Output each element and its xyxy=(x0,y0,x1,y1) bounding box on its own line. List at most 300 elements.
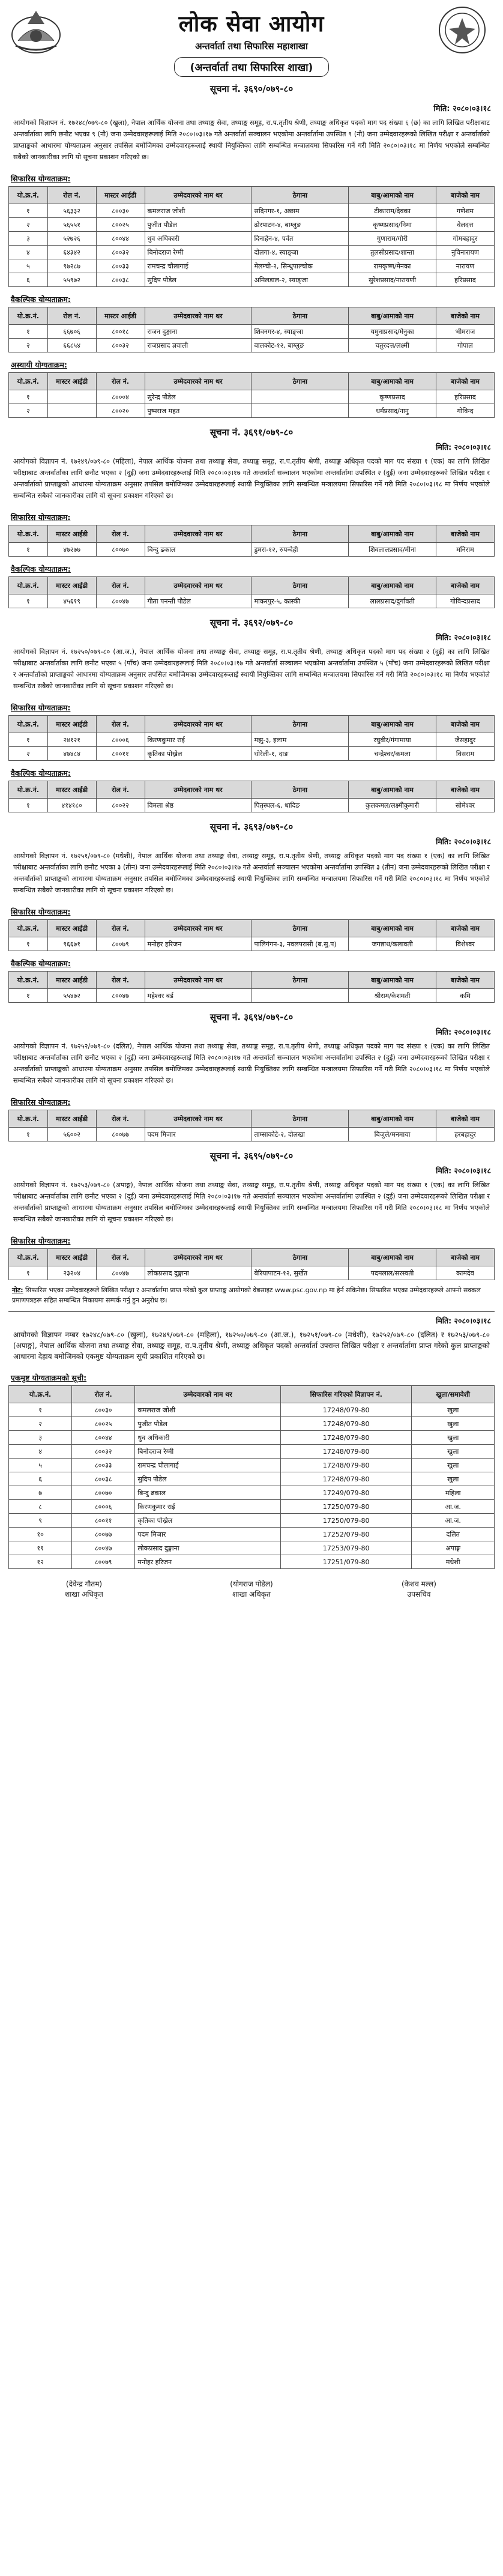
psc-seal-icon xyxy=(437,5,487,55)
table-cell: खुला xyxy=(412,1472,495,1486)
table-row xyxy=(9,1500,495,1514)
signer-title: शाखा अधिकृत xyxy=(65,1590,103,1598)
notice-header xyxy=(0,0,503,99)
table-cell: सुरेन्द्र पौडेल xyxy=(145,390,252,404)
asthayi-table xyxy=(8,372,495,418)
column-header: बाजेको नाम xyxy=(436,373,494,390)
table-cell: ५२७२६ xyxy=(47,232,96,246)
section-heading: वैकल्पिक योग्यताक्रम: xyxy=(11,295,71,304)
table-header-row xyxy=(9,373,495,390)
table-cell: ८००७० xyxy=(72,1486,135,1500)
sifaris-table xyxy=(8,1110,495,1141)
table-cell: ८००७७ xyxy=(72,1528,135,1541)
table-cell: ८००७० xyxy=(96,543,145,557)
notice-number: सूचना नं. ३६९१/०७९-८० xyxy=(209,427,294,438)
table-cell: ८०००४ xyxy=(96,390,145,404)
table-cell: ९ xyxy=(9,1514,72,1528)
column-header: उम्मेदवारको नाम थर xyxy=(145,1249,252,1266)
column-header: रोल नं. xyxy=(96,1110,145,1128)
table-cell: खुला xyxy=(412,1445,495,1459)
column-header: बाबु/आमाको नाम xyxy=(349,972,436,989)
column-header: उम्मेदवारको नाम थर xyxy=(145,716,252,733)
column-header: रोल नं. xyxy=(47,187,96,204)
table-row xyxy=(9,1403,495,1417)
table-row xyxy=(9,1486,495,1500)
table-cell: विमला श्रेष्ठ xyxy=(145,799,252,812)
table-cell: ८००३२ xyxy=(72,1445,135,1459)
table-header-row xyxy=(9,972,495,989)
section-name: (अन्तर्वार्ता तथा सिफारिस शाखा) xyxy=(174,57,330,77)
table-cell xyxy=(252,390,349,404)
table-cell: २ xyxy=(9,404,48,418)
column-header: बाबु/आमाको नाम xyxy=(349,307,436,325)
table-cell: गोमबहादुर xyxy=(436,232,494,246)
table-cell: २ xyxy=(9,339,48,352)
signer-name: (योगराज पोडेल) xyxy=(230,1580,273,1588)
baikalpik-table xyxy=(8,576,495,608)
final-paragraph: आयोगको विज्ञापन नम्बर १७२४८/०७९-८० (खुला), १७२४९/०७९-८० (महिला), १७२५०/०७९-८० (आ.ज.), १७२५१/०७९-८० (मधेशी), १७२५२/०७९-८० (दलित) र १७२५३/०७९-८० (अपाङ्ग), नेपाल आर्थिक योजना तथा तथ्याङ्क सेवा, तथ्याङ्क समूह, रा.प.तृतीय श्रेणी, तथ्याङ्क अधिकृत पदको अन्तर्वार्ता उपरान्त लिखित परीक्षा र अन्तर्वार्तामा प्राप्त गरेको कुल प्राप्ताङ्कको आधारमा देहाय बमोजिमको एकमुष्ट योग्यताक्रम सूची प्रकाशित गरिएको छ। xyxy=(13,1331,490,1361)
table-cell: लोकप्रसाद दुङ्गाना xyxy=(135,1541,281,1555)
signatures xyxy=(0,1569,503,1599)
column-header: बाजेको नाम xyxy=(436,1249,494,1266)
column-header: बाबु/आमाको नाम xyxy=(349,920,436,937)
table-row xyxy=(9,259,495,273)
table-cell: ८००११ xyxy=(72,1514,135,1528)
table-header-row xyxy=(9,920,495,937)
column-header: बाजेको नाम xyxy=(436,307,494,325)
table-cell: गोपाल xyxy=(436,339,494,352)
table-cell: पदमलाल/सरस्वती xyxy=(349,1266,436,1280)
column-header: रोल नं. xyxy=(72,1386,135,1403)
table-cell: धोरेली-१, दाङ xyxy=(252,747,349,761)
nepal-emblem-icon xyxy=(10,6,62,55)
table-cell: ५ xyxy=(9,259,48,273)
column-header: रोल नं. xyxy=(96,972,145,989)
table-cell: सुदिप पौडेल xyxy=(135,1472,281,1486)
signature-block xyxy=(24,1579,144,1599)
table-cell: मेलम्ची-२, सिन्धुपाल्चोक xyxy=(252,259,349,273)
table-cell: नारायण xyxy=(436,259,494,273)
signer-title: शाखा अधिकृत xyxy=(232,1590,271,1598)
column-header: रोल नं. xyxy=(96,716,145,733)
table-row xyxy=(9,989,495,1003)
table-row xyxy=(9,218,495,232)
table-cell: ८०००६ xyxy=(72,1500,135,1514)
table-cell: ८ xyxy=(9,1500,72,1514)
table-cell: बिनोदराज रेग्मी xyxy=(135,1445,281,1459)
table-cell: १ xyxy=(9,594,48,608)
consolidated-list xyxy=(8,1365,495,1569)
table-cell: ८००२० xyxy=(96,404,145,418)
notice-date: मिति: २०८०।०३।१८ xyxy=(436,1027,491,1036)
table-cell: ४१४१८० xyxy=(47,799,96,812)
table-cell: ८००२५ xyxy=(72,1417,135,1431)
note-label: नोट: xyxy=(12,1286,23,1294)
column-header: ठेगाना xyxy=(252,307,349,325)
table-cell: बिन्दु ढकाल xyxy=(135,1486,281,1500)
table-cell: ६ xyxy=(9,273,48,287)
table-cell: खुला xyxy=(412,1403,495,1417)
table-cell: १ xyxy=(9,937,48,951)
table-cell: ४ xyxy=(9,1445,72,1459)
table-cell: टीकाराम/देवका xyxy=(349,204,436,218)
column-header: मास्टर आईडी xyxy=(47,373,96,390)
table-cell: १ xyxy=(9,989,48,1003)
table-row xyxy=(9,339,495,352)
column-header: बाजेको नाम xyxy=(436,920,494,937)
table-cell: रामचन्द्र चौलागाई xyxy=(145,259,252,273)
table-cell: शिवनगर-४, स्याङ्जा xyxy=(252,325,349,339)
column-header: ठेगाना xyxy=(252,920,349,937)
table-row xyxy=(9,1459,495,1472)
notice-4 xyxy=(8,847,495,1003)
organization-name: लोक सेवा आयोग xyxy=(178,11,325,37)
signer-name: (केशव मल्ल) xyxy=(402,1580,436,1588)
table-cell: दलित xyxy=(412,1528,495,1541)
table-cell: २ xyxy=(9,1417,72,1431)
table-cell xyxy=(47,404,96,418)
sifaris-table xyxy=(8,1248,495,1280)
table-cell: कमलराज जोशी xyxy=(145,204,252,218)
baikalpik-table xyxy=(8,971,495,1003)
column-header: बाबु/आमाको नाम xyxy=(349,373,436,390)
table-cell: महेश्वर बर्ड xyxy=(145,989,252,1003)
table-cell: ढोरपाटन-४, बाग्लुङ xyxy=(252,218,349,232)
table-cell: ८०००६ xyxy=(96,733,145,747)
column-header: बाबु/आमाको नाम xyxy=(349,1249,436,1266)
table-cell: चतुरदत्त/लक्ष्मी xyxy=(349,339,436,352)
column-header: उम्मेदवारको नाम थर xyxy=(145,525,252,543)
table-row xyxy=(9,543,495,557)
table-cell: ८००७९ xyxy=(72,1555,135,1569)
table-header-row xyxy=(9,577,495,594)
table-cell: ६४३४२ xyxy=(47,246,96,259)
column-header: बाबु/आमाको नाम xyxy=(349,525,436,543)
table-cell: 17248/079-80 xyxy=(281,1403,412,1417)
table-cell: ८००४७ xyxy=(72,1541,135,1555)
column-header: बाजेको नाम xyxy=(436,716,494,733)
column-header: ठेगाना xyxy=(252,972,349,989)
column-header: बाबु/आमाको नाम xyxy=(349,1110,436,1128)
column-header: रोल नं. xyxy=(96,577,145,594)
table-cell: कामदेव xyxy=(436,1266,494,1280)
table-cell: महिला xyxy=(412,1486,495,1500)
table-cell: अपाङ्ग xyxy=(412,1541,495,1555)
section-heading: सिफारिस योग्यताक्रम: xyxy=(11,174,71,183)
column-header: मास्टर आईडी xyxy=(96,307,145,325)
table-row xyxy=(9,404,495,418)
table-cell: पुष्पराज महत xyxy=(145,404,252,418)
table-cell xyxy=(252,404,349,418)
table-cell: ८००१८ xyxy=(96,325,145,339)
table-header-row xyxy=(9,525,495,543)
column-header: रोल नं. xyxy=(96,373,145,390)
column-header: बाबु/आमाको नाम xyxy=(349,577,436,594)
notice-date: मिति: २०८०।०३।१८ xyxy=(436,1166,491,1175)
table-cell: रघुवीर/गंगामाया xyxy=(349,733,436,747)
notice-paragraph: आयोगको विज्ञापन नं. १७२५२/०७९-८० (दलित), नेपाल आर्थिक योजना तथा तथ्याङ्क सेवा, तथ्याङ्क समूह, रा.प.तृतीय श्रेणी, तथ्याङ्क अधिकृत पदको माग पद संख्या १ (एक) का लागि लिखित परीक्षाबाट अन्तर्वार्ताका लागि छनौट भएका २ (दुई) जना उम्मेदवारहरूलाई मिति २०८०।०३।१७ गते अन्तर्वार्ता सञ्चालन भएकोमा अन्तर्वार्तामा उपस्थित २ (दुई) जना उम्मेदवारहरूको लिखित परीक्षा र अन्तर्वार्ताको प्राप्ताङ्कको आधारमा योग्यताक्रम अनुसार तपसिल बमोजिमका उम्मेदवारहरूलाई स्थायी नियुक्तिका लागि सम्बन्धित मन्त्रालयमा सिफारिस गर्ने गरी मिति २०८०।०३।१८ मा निर्णय भएकोले सम्बन्धित सबैको जानकारीका लागि यो सूचना प्रकाशन गरिएको छ। xyxy=(13,1042,490,1084)
table-cell: लोकप्रसाद दुङ्गाना xyxy=(145,1266,252,1280)
table-cell: पुजीत पौडेल xyxy=(145,218,252,232)
table-cell: विसराम xyxy=(436,747,494,761)
notice-date: मिति: २०८०।०३।१८ xyxy=(436,837,491,846)
table-row xyxy=(9,325,495,339)
notice-number: सूचना नं. ३६९०/०७९-८० xyxy=(209,83,294,94)
column-header: यो.क्र.नं. xyxy=(9,307,48,325)
notice-number: सूचना नं. ३६९३/०७९-८० xyxy=(209,821,294,832)
table-cell: ५ xyxy=(9,1459,72,1472)
table-cell: ११ xyxy=(9,1541,72,1555)
table-cell: ५६३३२ xyxy=(47,204,96,218)
column-header: रोल नं. xyxy=(96,781,145,799)
notice-5 xyxy=(8,1037,495,1141)
table-cell: ७ xyxy=(9,1486,72,1500)
table-cell: कमलराज जोशी xyxy=(135,1403,281,1417)
table-cell: श्रीराम/केशमती xyxy=(349,989,436,1003)
section-heading: वैकल्पिक योग्यताक्रम: xyxy=(11,564,71,573)
column-header: मास्टर आईडी xyxy=(47,1249,96,1266)
table-cell: 17252/079-80 xyxy=(281,1528,412,1541)
table-cell: जैसहादुर xyxy=(436,733,494,747)
table-row xyxy=(9,594,495,608)
table-cell: पदम मिजार xyxy=(135,1528,281,1541)
column-header: सिफारिस गरिएको विज्ञापन नं. xyxy=(281,1386,412,1403)
table-cell: ८००३८ xyxy=(96,273,145,287)
table-cell: सोमेश्वर xyxy=(436,799,494,812)
column-header: उम्मेदवारको नाम थर xyxy=(145,781,252,799)
column-header: उम्मेदवारको नाम थर xyxy=(145,187,252,204)
column-header: यो.क्र.नं. xyxy=(9,972,48,989)
notice-paragraph: आयोगको विज्ञापन नं. १७२४८/०७९-८० (खुला), नेपाल आर्थिक योजना तथा तथ्याङ्क सेवा, तथ्याङ्क समूह, रा.प.तृतीय श्रेणी, तथ्याङ्क अधिकृत पदको माग पद संख्या ६ (छ) का लागि लिखित परीक्षाबाट अन्तर्वार्ताका लागि छनौट भएका ९ (नौ) जना उम्मेदवारहरूलाई मिति २०८०।०३।१७ गते अन्तर्वार्ता सञ्चालन भएकोमा अन्तर्वार्तामा उपस्थित ९ (नौ) जना उम्मेदवारहरूको लिखित परीक्षा र अन्तर्वार्ताको प्राप्ताङ्कको आधारमा योग्यताक्रम अनुसार तपसिल बमोजिमका उम्मेदवारहरूलाई स्थायी नियुक्तिका लागि सम्बन्धित मन्त्रालयमा सिफारिस गर्ने गरी मिति २०८०।०३।१८ मा निर्णय भएकोले सम्बन्धित सबैको जानकारीका लागि यो सूचना प्रकाशन गरिएको छ। xyxy=(13,119,490,161)
table-cell: ९७२८७ xyxy=(47,259,96,273)
signer-name: (देवेन्द्र गौतम) xyxy=(65,1580,103,1588)
column-header: ठेगाना xyxy=(252,577,349,594)
table-cell: कृष्णप्रसाद xyxy=(349,390,436,404)
column-header: यो.क्र.नं. xyxy=(9,781,48,799)
section-heading: वैकल्पिक योग्यताक्रम: xyxy=(11,959,71,968)
table-cell: तुलसीप्रसाद/शान्ता xyxy=(349,246,436,259)
column-header: उम्मेदवारको नाम थर xyxy=(145,920,252,937)
notice-2 xyxy=(8,452,495,608)
signature-block xyxy=(359,1579,479,1599)
column-header: ठेगाना xyxy=(252,373,349,390)
table-cell: १ xyxy=(9,1128,48,1141)
table-cell: १० xyxy=(9,1528,72,1541)
column-header: रोल नं. xyxy=(47,307,96,325)
notice-date: मिति: २०८०।०३।१८ xyxy=(436,443,491,452)
table-header-row xyxy=(9,716,495,733)
table-cell: पितृस्थल-६, धादिङ xyxy=(252,799,349,812)
column-header: बाजेको नाम xyxy=(436,781,494,799)
table-cell: ८००७९ xyxy=(96,937,145,951)
column-header: मास्टर आईडी xyxy=(47,716,96,733)
column-header: बाबु/आमाको नाम xyxy=(349,187,436,204)
sifaris-table xyxy=(8,186,495,287)
table-cell: ४७४८४ xyxy=(47,747,96,761)
table-cell: हरबहादुर xyxy=(436,1128,494,1141)
table-cell: बेरियापाटन-१२, सुर्खेत xyxy=(252,1266,349,1280)
table-cell: ८००२५ xyxy=(96,218,145,232)
notice-1 xyxy=(8,113,495,418)
table-cell: आ.ज. xyxy=(412,1500,495,1514)
table-cell: माकरपुर-५, कास्की xyxy=(252,594,349,608)
final-date: मिति: २०८०।०३।१८ xyxy=(436,1316,491,1325)
notice-number: सूचना नं. ३६९५/०७९-८० xyxy=(209,1150,294,1161)
column-header: बाजेको नाम xyxy=(436,972,494,989)
table-row xyxy=(9,1555,495,1569)
consolidated-table xyxy=(8,1385,495,1569)
column-header: बाजेको नाम xyxy=(436,577,494,594)
column-header: उम्मेदवारको नाम थर xyxy=(135,1386,281,1403)
table-row xyxy=(9,1266,495,1280)
table-cell: १ xyxy=(9,543,48,557)
table-row xyxy=(9,273,495,287)
table-cell: २३२०४ xyxy=(47,1266,96,1280)
table-cell: डुमरा-१२, रुपन्देही xyxy=(252,543,349,557)
section-heading: सिफारिस योग्यताक्रम: xyxy=(11,513,71,522)
table-cell: बिजुले/मनमाया xyxy=(349,1128,436,1141)
table-cell: २ xyxy=(9,218,48,232)
section-heading: एकमुष्ट योग्यताक्रमको सूची: xyxy=(11,1373,87,1382)
column-header: रोल नं. xyxy=(96,920,145,937)
notice-number: सूचना नं. ३६९४/०७९-८० xyxy=(209,1012,294,1023)
table-cell: सुरेशप्रसाद/नारायणी xyxy=(349,273,436,287)
table-cell: ५६५५१ xyxy=(47,218,96,232)
table-cell: १ xyxy=(9,325,48,339)
table-cell: आ.ज. xyxy=(412,1514,495,1528)
table-cell: 17248/079-80 xyxy=(281,1417,412,1431)
table-cell: गुणाराम/गोरी xyxy=(349,232,436,246)
table-row xyxy=(9,1514,495,1528)
table-cell: ८००३० xyxy=(96,204,145,218)
notice-paragraph: आयोगको विज्ञापन नं. १७२५३/०७९-८० (अपाङ्ग), नेपाल आर्थिक योजना तथा तथ्याङ्क सेवा, तथ्याङ्क समूह, रा.प.तृतीय श्रेणी, तथ्याङ्क अधिकृत पदको माग पद संख्या १ (एक) का लागि लिखित परीक्षाबाट अन्तर्वार्ताका लागि छनौट भएका २ (दुई) जना उम्मेदवारहरूलाई मिति २०८०।०३।१७ गते अन्तर्वार्ता सञ्चालन भएकोमा अन्तर्वार्तामा उपस्थित २ (दुई) जना उम्मेदवारहरूको लिखित परीक्षा र अन्तर्वार्ताको प्राप्ताङ्कको आधारमा योग्यताक्रम अनुसार तपसिल बमोजिमका उम्मेदवारहरूलाई स्थायी नियुक्तिका लागि सम्बन्धित मन्त्रालयमा सिफारिस गर्ने गरी मिति २०८०।०३।१८ मा निर्णय भएकोले सम्बन्धित सबैको जानकारीका लागि यो सूचना प्रकाशन गरिएको छ। xyxy=(13,1181,490,1223)
table-row xyxy=(9,246,495,259)
table-cell: १ xyxy=(9,1266,48,1280)
column-header: मास्टर आईडी xyxy=(47,920,96,937)
table-header-row xyxy=(9,1386,495,1403)
table-cell: ५६००२ xyxy=(47,1128,96,1141)
table-cell: ५५९७२ xyxy=(47,273,96,287)
table-cell: दोलगा-४, स्याङ्जा xyxy=(252,246,349,259)
table-cell: 17248/079-80 xyxy=(281,1445,412,1459)
table-row xyxy=(9,1445,495,1459)
column-header: बाबु/आमाको नाम xyxy=(349,716,436,733)
column-header: मास्टर आईडी xyxy=(47,577,96,594)
table-row xyxy=(9,1128,495,1141)
table-cell: दिनाहेन-४, पर्वत xyxy=(252,232,349,246)
table-cell: मनिराम xyxy=(436,543,494,557)
column-header: ठेगाना xyxy=(252,716,349,733)
column-header: ठेगाना xyxy=(252,1110,349,1128)
table-header-row xyxy=(9,1249,495,1266)
table-header-row xyxy=(9,781,495,799)
table-cell: बिनोदराज रेग्मी xyxy=(145,246,252,259)
note-text: सिफारिस भएका उम्मेदवारहरूले लिखित परीक्षा र अन्तर्वार्तामा प्राप्त गरेको कुल प्राप्ताङ्क आयोगको वेबसाइट www.psc.gov.np मा हेर्न सकिनेछ। सिफारिस भएका उम्मेदवारहरूले आफ्नो सक्कल प्रमाणपत्रहरू सहित सम्बन्धित निकायमा सम्पर्क गर्नु हुन अनुरोध छ। xyxy=(12,1286,481,1304)
table-cell: कमि xyxy=(436,989,494,1003)
table-cell: ताम्साकोटे-२, दोलखा xyxy=(252,1128,349,1141)
table-cell: ३ xyxy=(9,232,48,246)
column-header: ठेगाना xyxy=(252,1249,349,1266)
table-row xyxy=(9,204,495,218)
table-cell: राजन दुङ्गाना xyxy=(145,325,252,339)
table-cell: 17251/079-80 xyxy=(281,1555,412,1569)
column-header: ठेगाना xyxy=(252,187,349,204)
table-cell: ४५६१९ xyxy=(47,594,96,608)
column-header: यो.क्र.नं. xyxy=(9,1110,48,1128)
column-header: रोल नं. xyxy=(96,525,145,543)
table-row xyxy=(9,747,495,761)
table-cell: गोविन्द xyxy=(436,404,494,418)
table-cell: ८००४७ xyxy=(96,989,145,1003)
column-header: उम्मेदवारको नाम थर xyxy=(145,307,252,325)
table-row xyxy=(9,1541,495,1555)
column-header: उम्मेदवारको नाम थर xyxy=(145,1110,252,1128)
divider xyxy=(8,1311,495,1312)
table-cell: ८००४४ xyxy=(72,1431,135,1445)
column-header: उम्मेदवारको नाम थर xyxy=(145,972,252,989)
table-cell: पदम मिजार xyxy=(145,1128,252,1141)
table-header-row xyxy=(9,1110,495,1128)
table-cell: यमुनाप्रसाद/मेनुका xyxy=(349,325,436,339)
table-header-row xyxy=(9,187,495,204)
notice-date: मिति: २०८०।०३।१८ xyxy=(433,104,491,113)
table-cell: 17253/079-80 xyxy=(281,1541,412,1555)
table-row xyxy=(9,232,495,246)
section-heading: सिफारिस योग्यताक्रम: xyxy=(11,1098,71,1107)
table-cell xyxy=(47,390,96,404)
sifaris-table xyxy=(8,525,495,557)
table-cell: ८००३० xyxy=(72,1403,135,1417)
notice-paragraph: आयोगको विज्ञापन नं. १७२५१/०७९-८० (मधेशी), नेपाल आर्थिक योजना तथा तथ्याङ्क सेवा, तथ्याङ्क समूह, रा.प.तृतीय श्रेणी, तथ्याङ्क अधिकृत पदको माग पद संख्या १ (एक) का लागि लिखित परीक्षाबाट अन्तर्वार्ताका लागि छनौट भएका ३ (तीन) जना उम्मेदवारहरूलाई मिति २०८०।०३।१७ गते अन्तर्वार्ता सञ्चालन भएकोमा अन्तर्वार्तामा उपस्थित ३ (तीन) जना उम्मेदवारहरूको लिखित परीक्षा र अन्तर्वार्ताको प्राप्ताङ्कको आधारमा योग्यताक्रम अनुसार तपसिल बमोजिमका उम्मेदवारहरूलाई स्थायी नियुक्तिका लागि सम्बन्धित मन्त्रालयमा सिफारिस गर्ने गरी मिति २०८०।०३।१८ मा निर्णय भएकोले सम्बन्धित सबैको जानकारीका लागि यो सूचना प्रकाशन गरिएको छ। xyxy=(13,852,490,894)
table-header-row xyxy=(9,307,495,325)
notice-paragraph: आयोगको विज्ञापन नं. १७२५०/०७९-८० (आ.ज.), नेपाल आर्थिक योजना तथा तथ्याङ्क सेवा, तथ्याङ्क समूह, रा.प.तृतीय श्रेणी, तथ्याङ्क अधिकृत पदको माग पद संख्या २ (दुई) का लागि लिखित परीक्षाबाट अन्तर्वार्ताका लागि छनौट भएका ५ (पाँच) जना उम्मेदवारहरूलाई मिति २०८०।०३।१७ गते अन्तर्वार्ता सञ्चालन भएकोमा अन्तर्वार्तामा उपस्थित ५ (पाँच) जना उम्मेदवारहरूको लिखित परीक्षा र अन्तर्वार्ताको प्राप्ताङ्कको आधारमा योग्यताक्रम अनुसार तपसिल बमोजिमका उम्मेदवारहरूलाई स्थायी नियुक्तिका लागि सम्बन्धित मन्त्रालयमा सिफारिस गर्ने गरी मिति २०८०।०३।१८ मा निर्णय भएकोले सम्बन्धित सबैको जानकारीका लागि यो सूचना प्रकाशन गरिएको छ। xyxy=(13,648,490,690)
table-cell: १ xyxy=(9,390,48,404)
table-row xyxy=(9,390,495,404)
column-header: मास्टर आईडी xyxy=(47,1110,96,1128)
table-cell: १ xyxy=(9,799,48,812)
table-cell: मनोहर हरिजन xyxy=(145,937,252,951)
table-cell: मनोहर हरिजन xyxy=(135,1555,281,1569)
column-header: उम्मेदवारको नाम थर xyxy=(145,373,252,390)
table-cell: राजप्रसाद ज्ञवाली xyxy=(145,339,252,352)
table-cell: बालकोट-१२, बाग्लुङ xyxy=(252,339,349,352)
column-header: खुला/समावेशी xyxy=(412,1386,495,1403)
column-header: बाबु/आमाको नाम xyxy=(349,781,436,799)
table-cell: कृतिका पोख्रेल xyxy=(145,747,252,761)
column-header: उम्मेदवारको नाम थर xyxy=(145,577,252,594)
column-header: यो.क्र.नं. xyxy=(9,716,48,733)
table-cell: हरिप्रसाद xyxy=(436,390,494,404)
table-cell: गीता पनन्ती पौडेल xyxy=(145,594,252,608)
table-cell: ४ xyxy=(9,246,48,259)
table-cell: ५५४७२ xyxy=(47,989,96,1003)
table-cell: 17248/079-80 xyxy=(281,1459,412,1472)
table-cell: ८००७७ xyxy=(96,1128,145,1141)
table-cell: ८००३८ xyxy=(72,1472,135,1486)
column-header: रोल नं. xyxy=(96,1249,145,1266)
baikalpik-table xyxy=(8,781,495,812)
table-cell: 17248/079-80 xyxy=(281,1431,412,1445)
table-cell: विशेश्वर xyxy=(436,937,494,951)
table-cell: ८००४७ xyxy=(96,1266,145,1280)
table-cell: ८००२२ xyxy=(96,799,145,812)
table-cell: हरिप्रसाद xyxy=(436,273,494,287)
table-cell: वेलदत्त xyxy=(436,218,494,232)
table-row xyxy=(9,1472,495,1486)
table-cell: ८००३२ xyxy=(96,339,145,352)
table-row xyxy=(9,733,495,747)
table-cell: खुला xyxy=(412,1417,495,1431)
